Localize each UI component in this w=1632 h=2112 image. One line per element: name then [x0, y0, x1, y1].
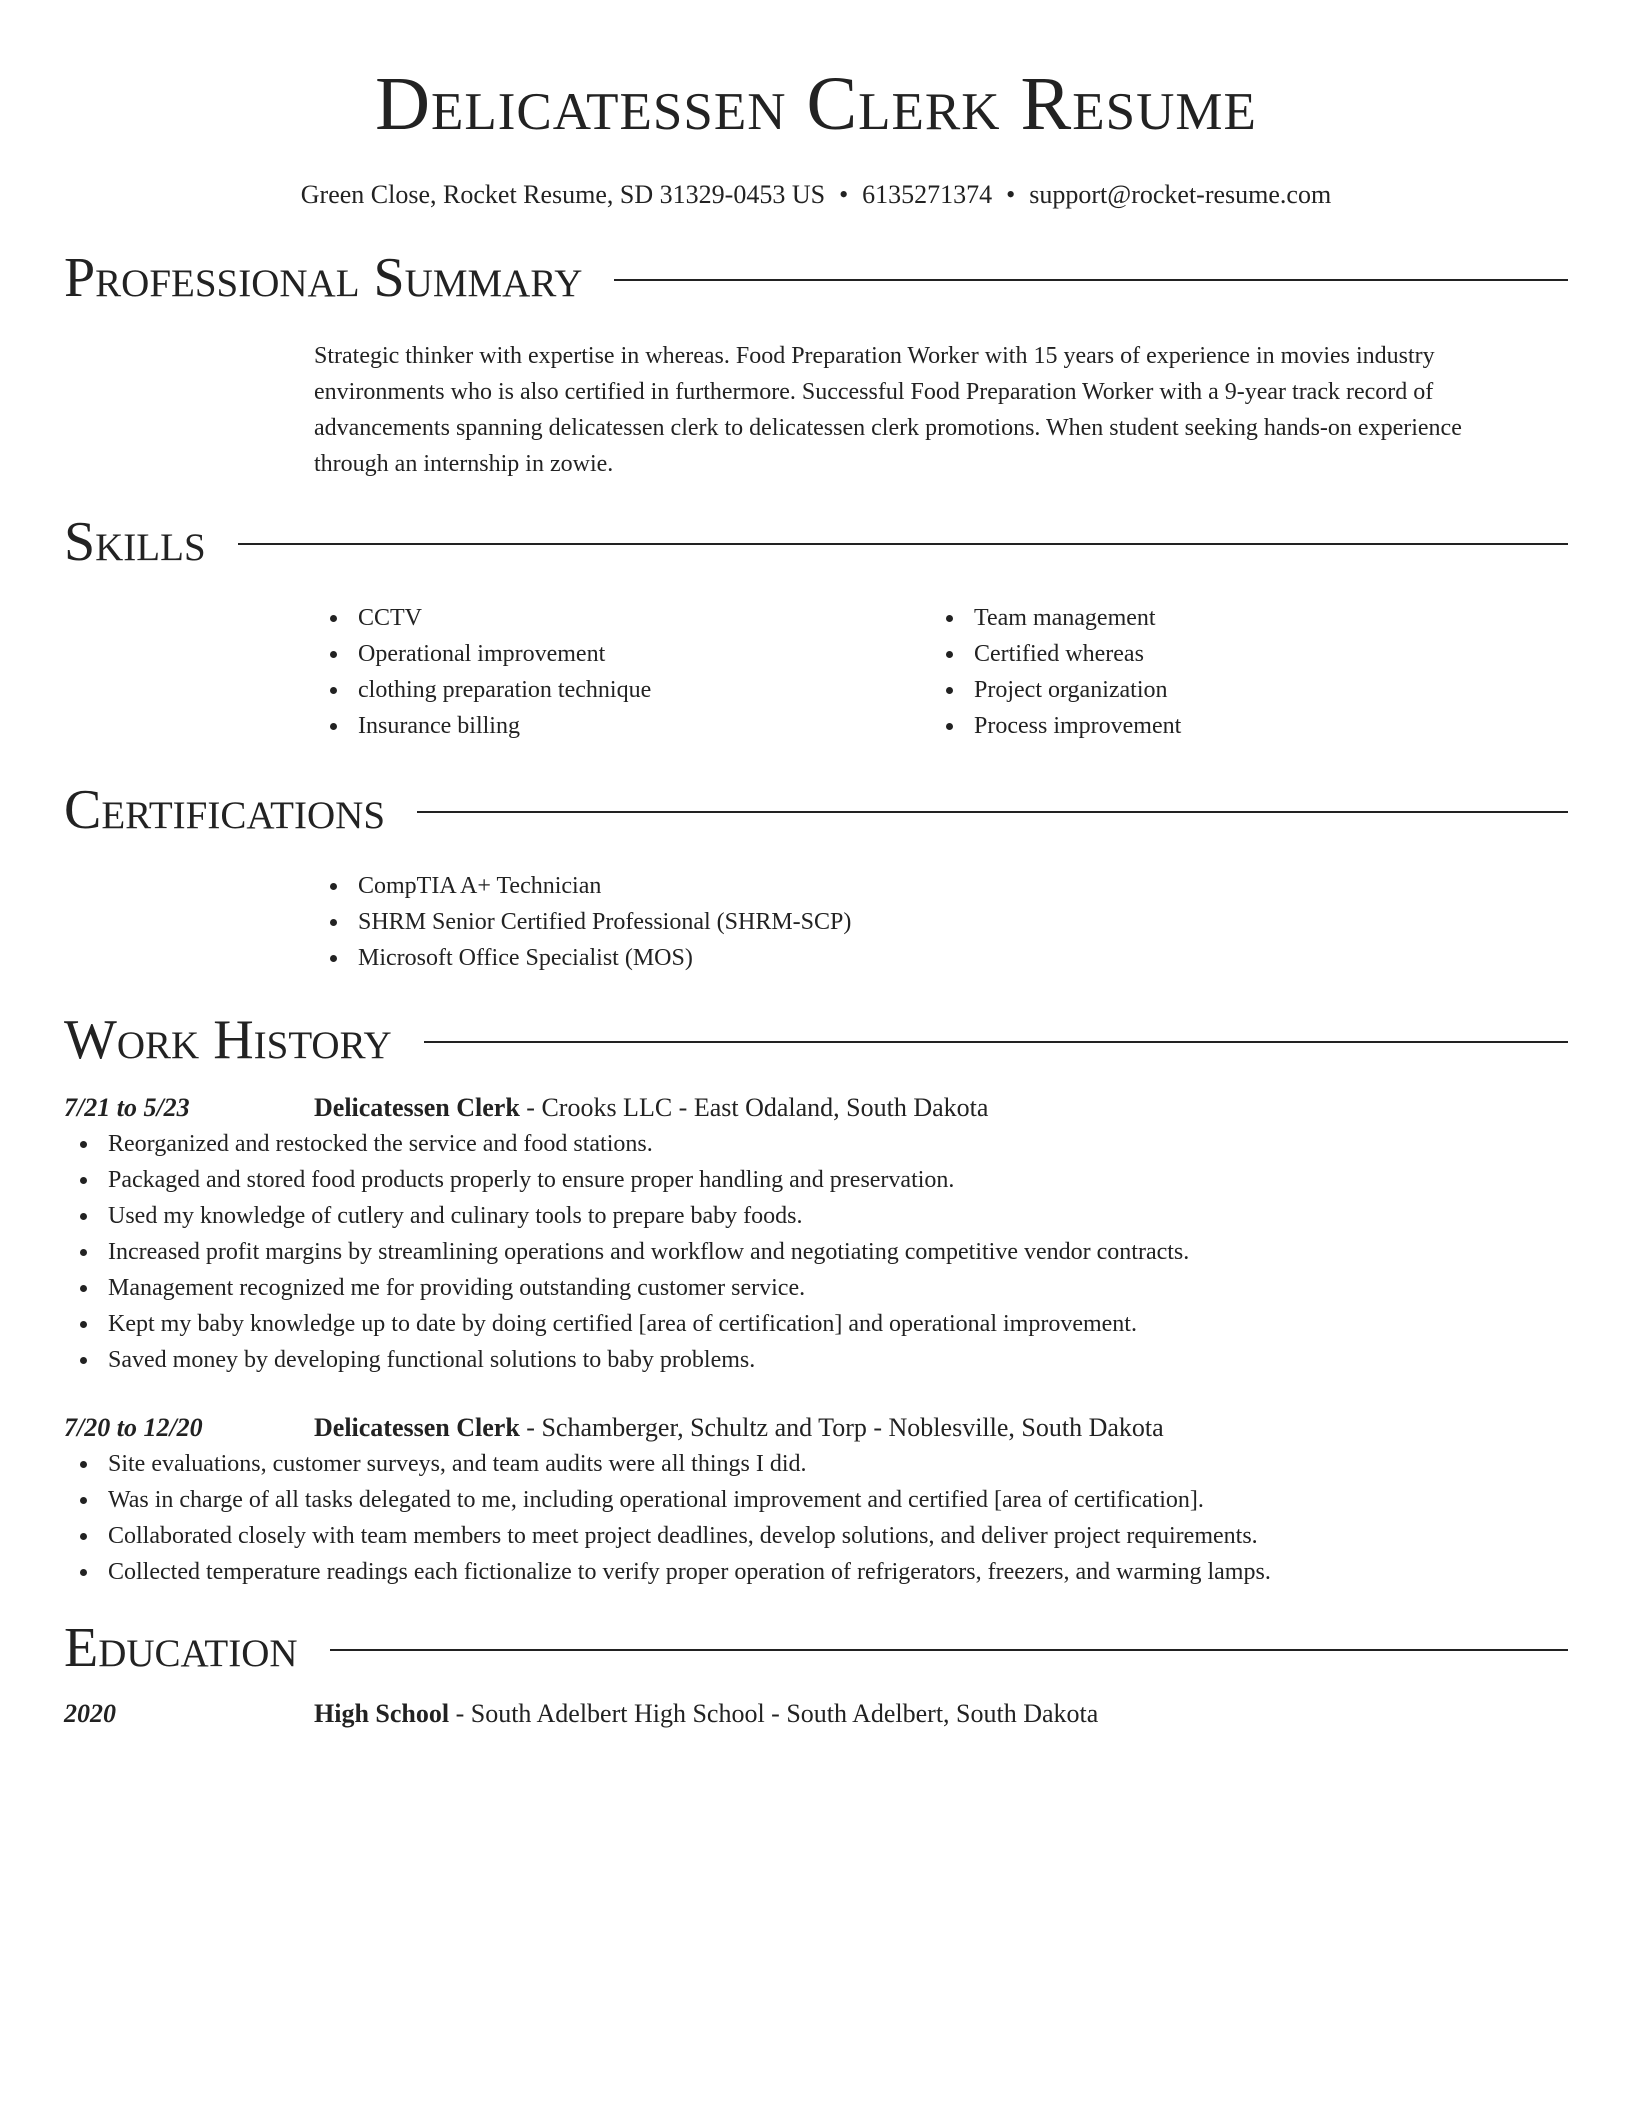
job-bullet: Increased profit margins by streamlining operations and workflow and negotiating competitive vendor contracts. [64, 1234, 1568, 1270]
job-title: Delicatessen Clerk [314, 1413, 520, 1442]
contact-phone: 6135271374 [862, 180, 993, 209]
section-divider [417, 811, 1568, 813]
skills-list-right [930, 600, 1546, 744]
job-bullet: Kept my baby knowledge up to date by doing certified [area of certification] and operational improvement. [64, 1306, 1568, 1342]
job-details: - Schamberger, Schultz and Torp - Noblesville, South Dakota [519, 1413, 1164, 1442]
education-year: 2020 [64, 1699, 116, 1728]
skill-item: Process improvement [930, 708, 1546, 744]
education-heading: Education [64, 1617, 298, 1679]
skill-item: Operational improvement [314, 636, 930, 672]
summary-heading-row [64, 242, 1568, 314]
job-entry [64, 1410, 1568, 1590]
job-bullet: Site evaluations, customer surveys, and team audits were all things I did. [64, 1446, 1568, 1482]
certification-item: Microsoft Office Specialist (MOS) [314, 940, 1568, 976]
education-details: - South Adelbert High School - South Adelbert, South Dakota [449, 1699, 1099, 1728]
certifications-section [64, 774, 1568, 976]
certifications-heading-row [64, 774, 1568, 846]
contact-address: Green Close, Rocket Resume, SD 31329-0453 US [300, 180, 826, 209]
summary-heading: Professional Summary [64, 247, 583, 309]
job-bullet: Management recognized me for providing outstanding customer service. [64, 1270, 1568, 1306]
education-section [64, 1612, 1568, 1732]
contact-email: support@rocket-resume.com [1029, 180, 1332, 209]
job-title: Delicatessen Clerk [314, 1093, 520, 1122]
skill-item: CCTV [314, 600, 930, 636]
job-heading [314, 1410, 1164, 1446]
contact-separator: • [1006, 180, 1016, 209]
job-dates: 7/20 to 12/20 [64, 1413, 203, 1442]
skill-item: Certified whereas [930, 636, 1546, 672]
job-dates: 7/21 to 5/23 [64, 1093, 190, 1122]
education-entry [64, 1696, 1568, 1732]
skill-item: Team management [930, 600, 1546, 636]
summary-text: Strategic thinker with expertise in whereas. Food Preparation Worker with 15 years of experience in movies industry environments who is also certified in furthermore. Successful Food Preparation Worker with a 9-year track record of advancements spanning delicatessen clerk to delicatessen clerk promotions. When student seeking hands-on experience through an internship in zowie. [314, 343, 1462, 477]
section-divider [238, 543, 1568, 545]
job-bullets [64, 1446, 1568, 1590]
skill-item: Project organization [930, 672, 1546, 708]
skills-list-left [314, 600, 930, 744]
job-bullet: Saved money by developing functional solutions to baby problems. [64, 1342, 1568, 1378]
job-bullets [64, 1126, 1568, 1378]
certifications-heading: Certifications [64, 779, 386, 841]
summary-section [64, 242, 1568, 482]
job-header [64, 1410, 1568, 1446]
education-heading-line [314, 1696, 1098, 1732]
section-divider [330, 1649, 1568, 1651]
contact-line [64, 178, 1568, 212]
job-bullet: Was in charge of all tasks delegated to me, including operational improvement and certified [area of certification]. [64, 1482, 1568, 1518]
job-header [64, 1090, 1568, 1126]
job-entry [64, 1090, 1568, 1378]
work-heading: Work History [64, 1009, 392, 1071]
resume-title: Delicatessen Clerk Resume [375, 62, 1257, 146]
skills-heading-row [64, 506, 1568, 578]
education-degree: High School [314, 1699, 450, 1728]
skill-item: Insurance billing [314, 708, 930, 744]
certification-item: CompTIA A+ Technician [314, 868, 1568, 904]
skills-heading: Skills [64, 511, 206, 573]
section-divider [424, 1041, 1568, 1043]
education-heading-row [64, 1612, 1568, 1684]
job-bullet: Collaborated closely with team members to meet project deadlines, develop solutions, and deliver project requirements. [64, 1518, 1568, 1554]
work-heading-row [64, 1004, 1568, 1076]
skills-section [64, 506, 1568, 744]
work-section [64, 1004, 1568, 1590]
contact-separator: • [839, 180, 849, 209]
job-heading [314, 1090, 988, 1126]
certifications-body [314, 868, 1568, 976]
job-bullet: Collected temperature readings each fictionalize to verify proper operation of refrigerators, freezers, and warming lamps. [64, 1554, 1568, 1590]
skills-grid [314, 600, 1568, 744]
job-bullet: Used my knowledge of cutlery and culinary tools to prepare baby foods. [64, 1198, 1568, 1234]
section-divider [614, 279, 1568, 281]
resume-header [64, 56, 1568, 212]
certifications-list [314, 868, 1568, 976]
certification-item: SHRM Senior Certified Professional (SHRM-SCP) [314, 904, 1568, 940]
skill-item: clothing preparation technique [314, 672, 930, 708]
job-bullet: Packaged and stored food products properly to ensure proper handling and preservation. [64, 1162, 1568, 1198]
job-details: - Crooks LLC - East Odaland, South Dakota [519, 1093, 989, 1122]
job-bullet: Reorganized and restocked the service and food stations. [64, 1126, 1568, 1162]
